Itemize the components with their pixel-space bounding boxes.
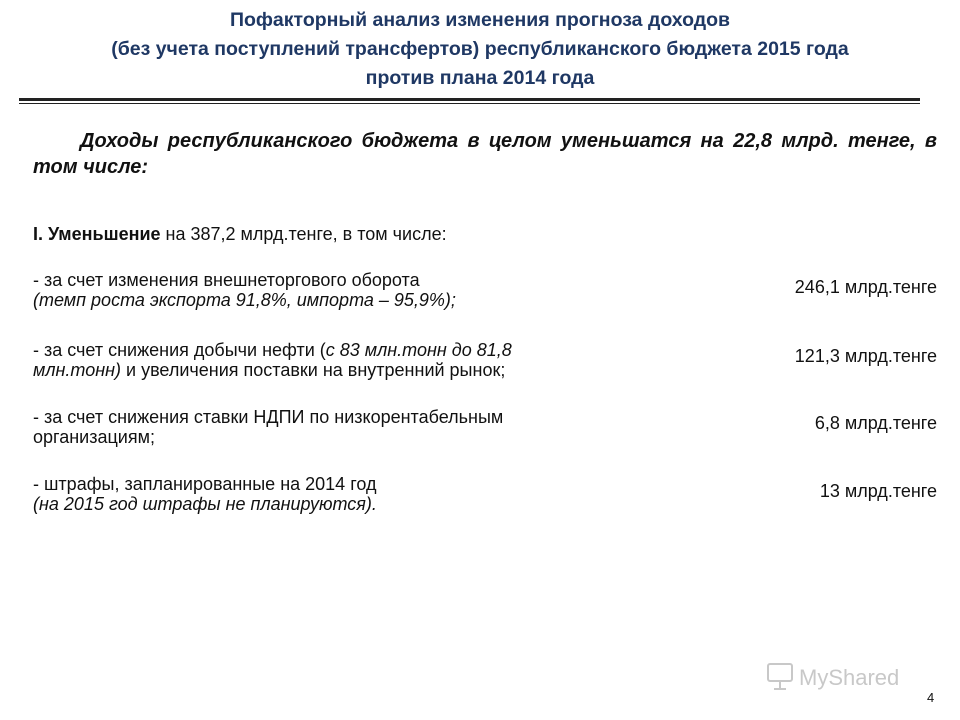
- factor-description: [33, 407, 663, 447]
- factor-description: [33, 474, 663, 514]
- factor-line: [33, 340, 663, 360]
- watermark-text: MyShared: [799, 665, 900, 690]
- factor-note: млн.тонн): [33, 360, 122, 380]
- factor-note: с 83 млн.тонн до 81,8: [325, 340, 512, 360]
- factor-line: - за счет снижения ставки НДПИ по низкорентабельным: [33, 407, 504, 427]
- slide-title: [20, 6, 940, 93]
- factor-text: и увеличения поставки на внутренний рынок;: [121, 360, 506, 380]
- factor-amount: 6,8 млрд.тенге: [814, 413, 937, 433]
- factor-amount: 13 млрд.тенге: [819, 481, 937, 501]
- title-divider-thick: [19, 98, 920, 101]
- factor-line: [33, 360, 663, 380]
- factor-description: [33, 340, 663, 380]
- title-line-1: Пофакторный анализ изменения прогноза доходов: [229, 9, 731, 31]
- factor-note: (темп роста экспорта 91,8%, импорта – 95,9%);: [33, 290, 456, 310]
- title-divider-thin: [19, 103, 920, 104]
- myshared-watermark: [765, 660, 925, 694]
- factor-note: (на 2015 год штрафы не планируются).: [33, 494, 377, 514]
- reduction-heading: [33, 223, 447, 245]
- page-number: 4: [927, 690, 935, 705]
- factor-amount: 246,1 млрд.тенге: [794, 277, 937, 297]
- title-line-3: против плана 2014 года: [365, 67, 595, 89]
- factor-line: организациям;: [33, 427, 155, 447]
- factor-amount: 121,3 млрд.тенге: [794, 346, 937, 366]
- title-line-2: (без учета поступлений трансфертов) республиканского бюджета 2015 года: [111, 38, 849, 60]
- factor-text: - за счет снижения добычи нефти (: [33, 340, 326, 360]
- intro-paragraph: Доходы республиканского бюджета в целом уменьшатся на 22,8 млрд. тенге, в том числе:: [33, 130, 937, 178]
- presentation-icon: [768, 664, 792, 689]
- factor-line: - за счет изменения внешнеторгового оборота: [33, 270, 420, 290]
- reduction-text: на 387,2 млрд.тенге, в том числе:: [160, 224, 447, 244]
- factor-description: [33, 270, 663, 310]
- reduction-label: I. Уменьшение: [33, 224, 161, 244]
- factor-line: - штрафы, запланированные на 2014 год: [33, 474, 377, 494]
